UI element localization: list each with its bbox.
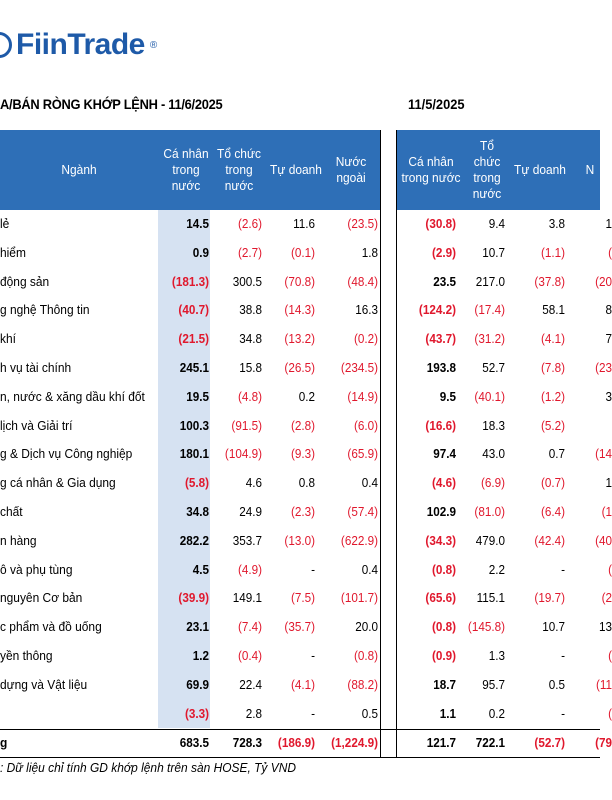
value-cell: (: [608, 244, 612, 260]
table-row: [0, 671, 612, 700]
value-cell: (4.6): [431, 475, 456, 491]
table-row: [0, 469, 612, 498]
value-cell: 1.3: [488, 648, 505, 663]
value-cell: (0.8): [431, 619, 456, 635]
value-cell: (7.8): [540, 360, 565, 375]
value-cell: 7: [605, 331, 612, 347]
value-cell: 58.1: [542, 302, 565, 318]
registered-mark: ®: [149, 39, 158, 51]
table-row: [0, 296, 612, 325]
sector-name: chất: [0, 504, 23, 519]
value-cell: (65.6): [425, 590, 456, 606]
value-cell: (2.6): [237, 216, 262, 231]
value-cell: (2.7): [237, 244, 262, 260]
value-cell: (1,224.9): [331, 735, 378, 750]
value-cell: 479.0: [475, 532, 505, 548]
value-cell: 245.1: [179, 360, 209, 375]
value-cell: (70.8): [284, 273, 315, 289]
table-row: [0, 268, 612, 297]
value-cell: 95.7: [482, 676, 505, 692]
value-cell: 18.7: [433, 676, 456, 692]
value-cell: (234.5): [340, 360, 378, 375]
value-cell: (88.2): [347, 676, 378, 692]
header-foreign: Nước ngoài: [335, 154, 367, 185]
value-cell: (0.2): [353, 331, 378, 347]
table-row: [0, 383, 612, 412]
value-cell: 18.3: [482, 417, 505, 433]
value-cell: (39.9): [178, 590, 209, 606]
table-row: [0, 354, 612, 383]
value-cell: 1.1: [439, 705, 456, 721]
value-cell: (19.7): [534, 590, 565, 606]
value-cell: (23: [595, 360, 612, 375]
value-cell: (2.8): [290, 417, 315, 433]
value-cell: 23.5: [433, 273, 456, 289]
table-row: [0, 412, 600, 441]
sector-name: g nghệ Thông tin: [0, 302, 90, 318]
value-cell: (186.9): [277, 735, 315, 750]
value-cell: (79: [595, 735, 612, 750]
table-row: [0, 498, 612, 527]
value-cell: 3.8: [548, 216, 565, 231]
value-cell: 149.1: [232, 590, 262, 606]
value-cell: 300.5: [232, 273, 262, 289]
value-cell: 115.1: [476, 590, 505, 606]
value-cell: (101.7): [340, 590, 378, 606]
value-cell: (20: [595, 273, 612, 289]
value-cell: 24.9: [239, 504, 262, 519]
value-cell: 683.5: [179, 735, 209, 750]
value-cell: 19.5: [186, 388, 209, 404]
value-cell: (21.5): [178, 331, 209, 347]
value-cell: 0.5: [361, 705, 378, 721]
table-row: [0, 527, 612, 556]
sector-name: nguyên Cơ bản: [0, 590, 83, 606]
sector-name: khí: [0, 331, 16, 347]
value-cell: (2: [601, 590, 612, 606]
value-cell: (37.8): [534, 273, 565, 289]
value-cell: (57.4): [347, 504, 378, 519]
value-cell: 9.5: [439, 388, 456, 404]
value-cell: 20.0: [355, 619, 378, 635]
value-cell: 34.8: [186, 504, 209, 519]
value-cell: (52.7): [534, 735, 565, 750]
value-cell: (23.5): [347, 216, 378, 231]
value-cell: (5.2): [540, 417, 565, 433]
value-cell: 0.4: [361, 561, 378, 577]
value-cell: 38.8: [239, 302, 262, 318]
sector-name: g & Dịch vụ Công nghiệp: [0, 446, 133, 462]
value-cell: 0.5: [548, 676, 565, 692]
value-cell: 43.0: [482, 446, 505, 462]
table-title-right: 11/5/2025: [408, 96, 465, 112]
value-cell: (622.9): [340, 532, 378, 548]
sector-name: g cá nhân & Gia dụng: [0, 475, 116, 491]
value-cell: -: [561, 648, 565, 663]
header-left: [0, 130, 380, 210]
value-cell: -: [561, 561, 565, 577]
table-row: [0, 642, 612, 671]
value-cell: 0.4: [361, 475, 378, 491]
value-cell: (9.3): [290, 446, 315, 462]
value-cell: (34.3): [425, 532, 456, 548]
value-cell: 102.9: [426, 504, 456, 519]
value-cell: (0.7): [540, 475, 565, 491]
value-cell: (6.0): [353, 417, 378, 433]
value-cell: (14.9): [347, 388, 378, 404]
table-row: [0, 556, 612, 585]
value-cell: 2.2: [488, 561, 505, 577]
value-cell: 180.1: [179, 446, 209, 462]
value-cell: (4.1): [540, 331, 565, 347]
value-cell: 22.4: [239, 676, 262, 692]
table-row: [0, 700, 612, 729]
value-cell: 69.9: [186, 676, 209, 692]
value-cell: 0.9: [192, 244, 209, 260]
value-cell: [576, 412, 612, 441]
footnote: : Dữ liệu chỉ tính GD khớp lệnh trên sàn HOSE, Tỷ VND: [0, 760, 296, 775]
value-cell: (: [608, 705, 612, 721]
table-row: [0, 584, 612, 613]
value-cell: (1.2): [540, 388, 565, 404]
value-cell: 282.2: [179, 532, 209, 548]
value-cell: (17.4): [474, 302, 505, 318]
total-row: [0, 729, 612, 758]
header-individual-prev: Cá nhân trong nước: [401, 154, 461, 185]
value-cell: (5.8): [184, 475, 209, 491]
value-cell: (40: [595, 532, 612, 548]
value-cell: 3: [605, 388, 612, 404]
value-cell: (14: [595, 446, 612, 462]
value-cell: (6.4): [540, 504, 565, 519]
sector-name: ô và phụ tùng: [0, 561, 73, 577]
value-cell: (14.3): [284, 302, 315, 318]
value-cell: 10.7: [482, 244, 505, 260]
sector-name: lẻ: [0, 216, 10, 231]
value-cell: (: [608, 648, 612, 663]
sector-name: h vụ tài chính: [0, 360, 72, 375]
value-cell: (35.7): [284, 619, 315, 635]
value-cell: (4.9): [237, 561, 262, 577]
value-cell: 10.7: [542, 619, 565, 635]
value-cell: (124.2): [418, 302, 456, 318]
value-cell: (13.2): [284, 331, 315, 347]
sector-name: hiểm: [0, 244, 26, 260]
value-cell: 1.8: [361, 244, 378, 260]
value-cell: (145.8): [467, 619, 505, 635]
value-cell: -: [311, 648, 315, 663]
value-cell: (2.9): [431, 244, 456, 260]
value-cell: 0.2: [488, 705, 505, 721]
sector-name: yền thông: [0, 648, 53, 663]
value-cell: (40.7): [178, 302, 209, 318]
header-proprietary-prev: Tự doanh: [514, 162, 566, 177]
value-cell: (40.1): [474, 388, 505, 404]
brand-name: FiinTrade: [16, 28, 145, 61]
sector-name: n, nước & xăng dầu khí đốt: [0, 388, 145, 404]
value-cell: 9.4: [488, 216, 505, 231]
value-cell: 722.1: [475, 735, 505, 750]
value-cell: (104.9): [224, 446, 262, 462]
table-row: [0, 325, 612, 354]
header-individual: Cá nhân trong nước: [163, 146, 209, 193]
value-cell: (0.9): [431, 648, 456, 663]
value-cell: 2.8: [245, 705, 262, 721]
value-cell: (81.0): [474, 504, 505, 519]
value-cell: (43.7): [425, 331, 456, 347]
header-right: [396, 130, 600, 210]
value-cell: (4.1): [290, 676, 315, 692]
value-cell: 4.5: [192, 561, 209, 577]
value-cell: (26.5): [284, 360, 315, 375]
value-cell: (2.3): [290, 504, 315, 519]
value-cell: (0.1): [290, 244, 315, 260]
value-cell: 11.6: [293, 216, 315, 231]
sector-name: động sản: [0, 273, 50, 289]
value-cell: 100.3: [179, 417, 209, 433]
table-row: [0, 239, 612, 268]
value-cell: 193.8: [426, 360, 456, 375]
value-cell: -: [311, 705, 315, 721]
value-cell: 1.2: [192, 648, 209, 663]
value-cell: (11: [595, 676, 612, 692]
value-cell: (91.5): [231, 417, 262, 433]
value-cell: 1: [605, 216, 612, 231]
value-cell: 0.2: [298, 388, 315, 404]
value-cell: -: [311, 561, 315, 577]
value-cell: 23.1: [186, 619, 209, 635]
value-cell: (6.9): [480, 475, 505, 491]
value-cell: (48.4): [347, 273, 378, 289]
value-cell: (: [608, 561, 612, 577]
value-cell: (13.0): [284, 532, 315, 548]
table-row: [0, 210, 612, 239]
header-institution: Tổ chức trong nước: [217, 146, 261, 193]
value-cell: 1: [605, 475, 612, 491]
value-cell: (65.9): [347, 446, 378, 462]
fiintrade-logo: [0, 28, 157, 62]
value-cell: (0.4): [237, 648, 262, 663]
value-cell: 0.7: [548, 446, 565, 462]
value-cell: 8: [605, 302, 612, 318]
header-foreign-prev: N: [585, 162, 595, 177]
value-cell: 4.6: [245, 475, 262, 491]
value-cell: 34.8: [239, 331, 262, 347]
sector-name: dựng và Vật liệu: [0, 676, 88, 692]
value-cell: 728.3: [232, 735, 262, 750]
sector-name: g: [0, 735, 8, 750]
sector-name: n hàng: [0, 532, 37, 548]
value-cell: 16.3: [355, 302, 378, 318]
value-cell: (3.3): [184, 705, 209, 721]
value-cell: -: [561, 705, 565, 721]
value-cell: (30.8): [425, 216, 456, 231]
sector-name: lịch và Giải trí: [0, 417, 73, 433]
logo-circle-icon: [0, 32, 12, 58]
value-cell: (31.2): [474, 331, 505, 347]
value-cell: (4.8): [237, 388, 262, 404]
value-cell: (1.1): [540, 244, 565, 260]
value-cell: 97.4: [433, 446, 456, 462]
value-cell: 121.7: [426, 735, 456, 750]
value-cell: (42.4): [534, 532, 565, 548]
table-row: [0, 440, 612, 469]
value-cell: 14.5: [186, 216, 209, 231]
value-cell: 353.7: [232, 532, 262, 548]
value-cell: 52.7: [482, 360, 505, 375]
table-row: [0, 613, 612, 642]
header-sector: Ngành: [61, 162, 97, 177]
sector-name: c phẩm và đồ uống: [0, 619, 102, 635]
value-cell: 217.0: [475, 273, 505, 289]
value-cell: (7.4): [237, 619, 262, 635]
value-cell: (181.3): [171, 273, 209, 289]
value-cell: (1: [601, 504, 612, 519]
value-cell: (7.5): [290, 590, 315, 606]
value-cell: (16.6): [425, 417, 456, 433]
value-cell: (0.8): [431, 561, 456, 577]
value-cell: 15.8: [239, 360, 262, 375]
header-proprietary: Tự doanh: [270, 162, 322, 177]
value-cell: 0.8: [298, 475, 315, 491]
value-cell: 13: [598, 619, 612, 635]
table-title-left: A/BÁN RÒNG KHỚP LỆNH - 11/6/2025: [0, 96, 223, 112]
value-cell: (0.8): [353, 648, 378, 663]
header-institution-prev: Tổ chức trong nước: [472, 138, 502, 201]
